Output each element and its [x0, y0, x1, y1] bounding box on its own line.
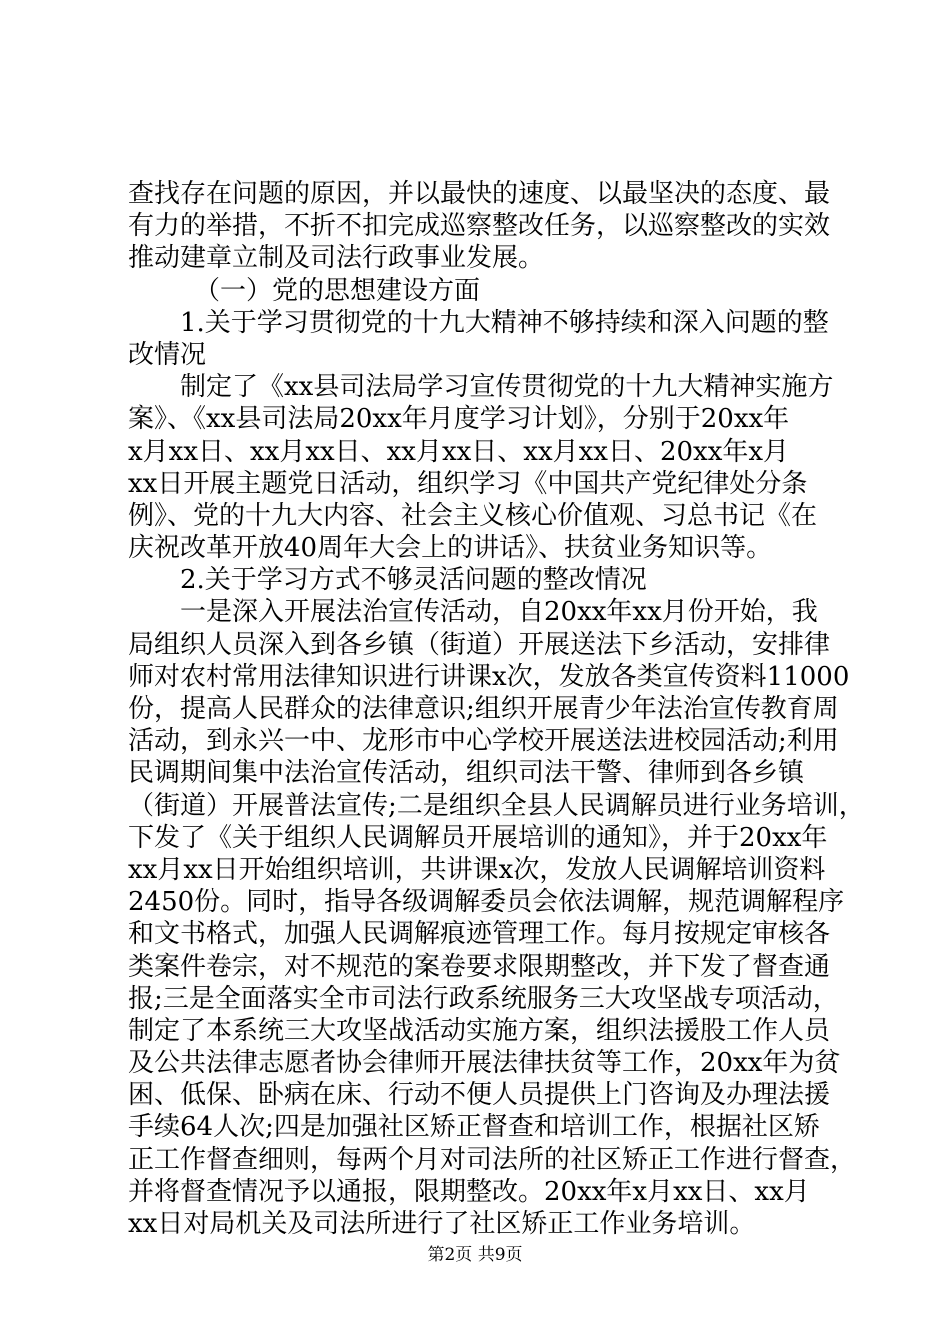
- text-line: 类案件卷宗，对不规范的案卷要求限期整改，并下发了督查通: [128, 951, 831, 982]
- text-line: 民调期间集中法治宣传活动，组织司法干警、律师到各乡镇: [128, 758, 805, 789]
- text-line: 制定了本系统三大攻坚战活动实施方案，组织法援股工作人员: [128, 1015, 831, 1046]
- text-line: （街道）开展普法宣传;二是组织全县人民调解员进行业务培训，: [128, 790, 865, 821]
- text-line: 庆祝改革开放40周年大会上的讲话》、扶贫业务知识等。: [128, 533, 773, 564]
- text-line: 师对农村常用法律知识进行讲课x次，发放各类宣传资料11000: [128, 661, 850, 692]
- text-line: 及公共法律志愿者协会律师开展法律扶贫等工作，20xx年为贫: [128, 1048, 841, 1079]
- text-line: 一是深入开展法治宣传活动，自20xx年xx月份开始，我: [180, 597, 818, 628]
- text-line: 案》、《xx县司法局20xx年月度学习计划》，分别于20xx年: [128, 404, 790, 435]
- text-line: x月xx日、xx月xx日、xx月xx日、xx月xx日、20xx年x月: [128, 436, 790, 467]
- text-line: 制定了《xx县司法局学习宣传贯彻党的十九大精神实施方: [180, 372, 834, 403]
- text-line: 手续64人次;四是加强社区矫正督查和培训工作，根据社区矫: [128, 1112, 820, 1143]
- text-line: 例》、党的十九大内容、社会主义核心价值观、习总书记《在: [128, 500, 818, 531]
- text-line: 报;三是全面落实全市司法行政系统服务三大攻坚战专项活动，: [128, 983, 839, 1014]
- text-line: 查找存在问题的原因，并以最快的速度、以最坚决的态度、最: [128, 179, 831, 209]
- text-line: xx日对局机关及司法所进行了社区矫正工作业务培训。: [128, 1209, 756, 1239]
- text-line: xx日开展主题党日活动，组织学习《中国共产党纪律处分条: [128, 468, 808, 499]
- text-line: 2450份。同时，指导各级调解委员会依法调解，规范调解程序: [128, 887, 845, 918]
- document-body: [128, 178, 865, 1272]
- text-line: 局组织人员深入到各乡镇（街道）开展送法下乡活动，安排律: [128, 629, 831, 660]
- text-line: 活动，到永兴一中、龙形市中心学校开展送法进校园活动;利用: [128, 726, 839, 757]
- subsection-heading: 1.关于学习贯彻党的十九大精神不够持续和深入问题的整: [180, 307, 829, 338]
- text-line: 并将督查情况予以通报，限期整改。20xx年x月xx日、xx月: [128, 1176, 810, 1207]
- text-line: 下发了《关于组织人民调解员开展培训的通知》，并于20xx年: [128, 822, 828, 853]
- subsection-heading: 改情况: [128, 339, 207, 370]
- text-line: 有力的举措，不折不扣完成巡察整改任务，以巡察整改的实效: [128, 211, 831, 242]
- text-line: 份，提高人民群众的法律意识;组织开展青少年法治宣传教育周: [128, 694, 839, 724]
- text-line: 推动建章立制及司法行政事业发展。: [128, 243, 545, 274]
- text-line: 和文书格式，加强人民调解痕迹管理工作。每月按规定审核各: [128, 919, 831, 950]
- page-footer: 第2页 共9页: [427, 1245, 523, 1265]
- text-line: xx月xx日开始组织培训，共讲课x次，发放人民调解培训资料: [128, 854, 826, 885]
- text-line: 困、低保、卧病在床、行动不便人员提供上门咨询及办理法援: [128, 1080, 831, 1111]
- text-line: 正工作督查细则，每两个月对司法所的社区矫正工作进行督查，: [128, 1144, 857, 1175]
- section-heading: （一）党的思想建设方面: [194, 275, 481, 306]
- subsection-heading: 2.关于学习方式不够灵活问题的整改情况: [180, 565, 647, 596]
